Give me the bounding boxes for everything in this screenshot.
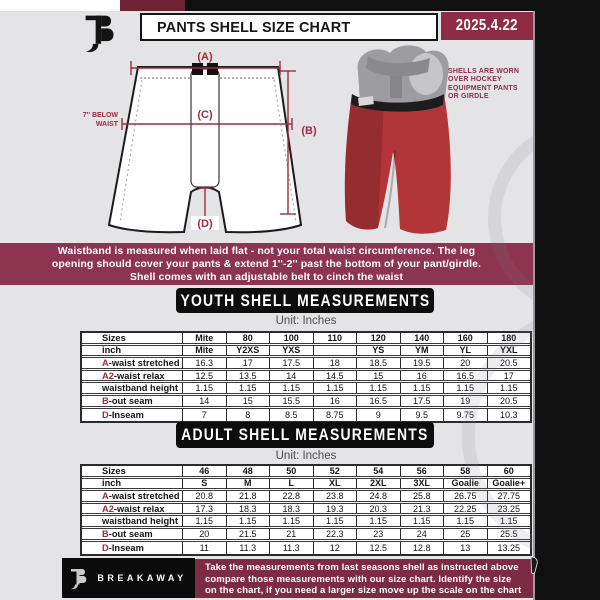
column-header: 80 bbox=[226, 333, 270, 343]
cell-value: 21.8 bbox=[226, 491, 270, 501]
table-row bbox=[82, 491, 530, 504]
row-label-prefix: D bbox=[102, 542, 109, 553]
column-header: 48 bbox=[226, 466, 270, 476]
cell-value: 15 bbox=[226, 396, 270, 406]
cell-value: 19 bbox=[443, 396, 487, 406]
column-header: 60 bbox=[487, 466, 531, 476]
footer-line: compare those measurements with our size chart. Identify the size bbox=[205, 573, 512, 585]
cell-value: 13.5 bbox=[226, 371, 270, 381]
cell-value: 8.75 bbox=[313, 409, 357, 422]
footer-line: Take the measurements from last seasons shell as instructed above bbox=[205, 562, 519, 573]
cell-value: 17 bbox=[487, 371, 531, 381]
cell-value: 20 bbox=[182, 529, 226, 539]
column-header: 110 bbox=[313, 333, 357, 343]
cell-value: 16.5 bbox=[356, 396, 400, 406]
table-row bbox=[82, 516, 530, 529]
cell-value: 24.8 bbox=[356, 491, 400, 501]
row-label: B -out seam bbox=[102, 395, 153, 406]
adult-unit-label: Unit: Inches bbox=[275, 450, 337, 462]
column-header: Mite bbox=[182, 333, 226, 343]
row-label-prefix: B bbox=[102, 395, 109, 406]
cell-value: 20.5 bbox=[487, 396, 531, 406]
cell-value: 11.3 bbox=[269, 542, 313, 555]
cell-value: 17 bbox=[226, 358, 270, 368]
column-header: 120 bbox=[356, 333, 400, 343]
shell-usage-note-line: EQUIPMENT PANTS bbox=[448, 84, 518, 92]
youth-measurements-table bbox=[80, 331, 532, 423]
cell-value: 8 bbox=[226, 409, 270, 422]
breakaway-logo-icon bbox=[82, 12, 122, 57]
cell-value: 20 bbox=[443, 358, 487, 368]
row-label: waistband height bbox=[102, 516, 178, 526]
shell-usage-note-line: OR GIRDLE bbox=[448, 92, 489, 100]
cell-value: 1.15 bbox=[182, 516, 226, 526]
cell-value: 20.5 bbox=[487, 358, 531, 368]
cell-value: 10.3 bbox=[487, 409, 531, 422]
cell-value: 14 bbox=[269, 371, 313, 381]
row-label: A -waist stretched bbox=[102, 358, 180, 368]
cell-value: 17.3 bbox=[182, 504, 226, 514]
date-badge bbox=[441, 12, 533, 40]
table-row bbox=[82, 409, 530, 422]
cell-value: 14.5 bbox=[313, 371, 357, 381]
cell-value: 15 bbox=[356, 371, 400, 381]
footer-line: on the chart, if you need a larger size move up the scale on the chart bbox=[205, 585, 522, 596]
row-label-prefix: B bbox=[102, 528, 109, 539]
cell-value: 14 bbox=[182, 396, 226, 406]
waist-note-line2: WAIST bbox=[95, 121, 118, 128]
column-header: 100 bbox=[269, 333, 313, 343]
cell-value: Goalie+ bbox=[487, 479, 531, 489]
row-label-prefix: A bbox=[102, 358, 109, 368]
page-title: PANTS SHELL SIZE CHART bbox=[157, 18, 351, 36]
cell-value: Y2XS bbox=[226, 346, 270, 356]
shell-product-photo bbox=[338, 42, 463, 243]
cell-value: 22.3 bbox=[313, 529, 357, 539]
row-label: B -out seam bbox=[102, 528, 153, 539]
cell-value: 1.15 bbox=[487, 383, 531, 393]
cell-value: YXL bbox=[487, 346, 531, 356]
cell-value: 9.5 bbox=[400, 409, 444, 422]
cell-value: 20.8 bbox=[182, 491, 226, 501]
cell-value: 2XL bbox=[356, 479, 400, 489]
cell-value: 1.15 bbox=[443, 383, 487, 393]
table-row bbox=[82, 346, 530, 359]
table-row bbox=[82, 358, 530, 371]
cell-value: Mite bbox=[182, 346, 226, 356]
cell-value: M bbox=[226, 479, 270, 489]
table-row bbox=[82, 529, 530, 542]
cell-value: 1.15 bbox=[269, 383, 313, 393]
cell-value: 18.5 bbox=[356, 358, 400, 368]
row-label: A2 -waist relax bbox=[102, 370, 165, 381]
cell-value: 1.15 bbox=[443, 516, 487, 526]
cell-value: XL bbox=[313, 479, 357, 489]
column-header: 54 bbox=[356, 466, 400, 476]
cell-value: 1.15 bbox=[313, 383, 357, 393]
callout-line: Waistband is measured when laid flat - not your total waist circumference. The leg bbox=[57, 244, 476, 257]
table-row bbox=[82, 383, 530, 396]
cell-value: Goalie bbox=[443, 479, 487, 489]
cursor-pin-icon bbox=[528, 556, 540, 579]
top-strip-maroon bbox=[120, 0, 185, 11]
cell-value: 1.15 bbox=[356, 383, 400, 393]
belt-buckle-icon bbox=[192, 63, 203, 75]
cell-value: 3XL bbox=[400, 479, 444, 489]
cell-value: 9 bbox=[356, 409, 400, 422]
cell-value: 8.5 bbox=[269, 409, 313, 422]
column-header: 160 bbox=[443, 333, 487, 343]
cell-value: 1.15 bbox=[226, 383, 270, 393]
column-header: 50 bbox=[269, 466, 313, 476]
cell-value: 1.15 bbox=[487, 516, 531, 526]
cell-value: 11.3 bbox=[226, 542, 270, 555]
cell-value: 23.25 bbox=[487, 504, 531, 514]
row-label: inch bbox=[102, 345, 122, 356]
measuring-instructions-band bbox=[0, 243, 533, 285]
dim-c-label: (C) bbox=[197, 109, 213, 121]
row-label: waistband height bbox=[102, 383, 178, 393]
youth-banner-text: YOUTH SHELL MEASUREMENTS bbox=[180, 290, 430, 310]
top-strip-black bbox=[185, 0, 600, 11]
cell-value: 21 bbox=[269, 529, 313, 539]
callout-line: opening should cover your pants & extend 1''-2'' past the bottom of your pant/girdle. bbox=[51, 257, 482, 270]
table-row bbox=[82, 396, 530, 409]
cell-value: 25 bbox=[443, 529, 487, 539]
cell-value: 26.75 bbox=[443, 491, 487, 501]
cell-value: 18.3 bbox=[226, 504, 270, 514]
callout-line: Shell comes with an adjustable belt to cinch the waist bbox=[129, 270, 404, 283]
top-strip-white bbox=[0, 0, 120, 11]
row-label-prefix: A2 bbox=[102, 370, 114, 381]
column-header: 180 bbox=[487, 333, 531, 343]
cell-value: 16 bbox=[313, 396, 357, 406]
cell-value: 1.15 bbox=[400, 383, 444, 393]
shell-usage-note-line: SHELLS ARE WORN bbox=[448, 68, 520, 75]
cell-value: 20.3 bbox=[356, 504, 400, 514]
column-header: 58 bbox=[443, 466, 487, 476]
table-row bbox=[82, 371, 530, 384]
cell-value: 23.8 bbox=[313, 491, 357, 501]
cell-value: 16 bbox=[400, 371, 444, 381]
cell-value: 12.8 bbox=[400, 542, 444, 555]
column-header: 140 bbox=[400, 333, 444, 343]
shell-usage-note-line: OVER HOCKEY bbox=[448, 76, 502, 84]
date-text: 2025.4.22 bbox=[455, 17, 519, 34]
row-label: D -Inseam bbox=[102, 409, 144, 420]
row-label-prefix: D bbox=[102, 409, 109, 420]
cell-value: YXS bbox=[269, 346, 313, 356]
right-black-band bbox=[533, 0, 600, 600]
cell-value: 22.25 bbox=[443, 504, 487, 514]
shell-measurement-diagram bbox=[58, 44, 343, 247]
cell-value: 25.8 bbox=[400, 491, 444, 501]
cell-value: 13 bbox=[443, 542, 487, 555]
cell-value: 21.3 bbox=[400, 504, 444, 514]
table-row bbox=[82, 542, 530, 555]
cell-value bbox=[313, 346, 357, 356]
adult-measurements-table bbox=[80, 464, 532, 556]
column-header: 46 bbox=[182, 466, 226, 476]
column-header: 52 bbox=[313, 466, 357, 476]
row-label: A -waist stretched bbox=[102, 491, 180, 501]
table-row bbox=[82, 504, 530, 517]
cell-value: 7 bbox=[182, 409, 226, 422]
cell-value: 27.75 bbox=[487, 491, 531, 501]
cell-value: 12 bbox=[313, 542, 357, 555]
page-title-box bbox=[140, 13, 438, 41]
cell-value: YS bbox=[356, 346, 400, 356]
cell-value: 17.5 bbox=[269, 358, 313, 368]
breakaway-logo-icon bbox=[70, 565, 90, 591]
cell-value: 1.15 bbox=[269, 516, 313, 526]
cell-value: 16.3 bbox=[182, 358, 226, 368]
dim-d-label: (D) bbox=[197, 218, 213, 230]
cell-value: 1.15 bbox=[182, 383, 226, 393]
dim-a-label: (A) bbox=[197, 51, 213, 63]
footer-instructions bbox=[195, 559, 533, 598]
footer-brand-name: BREAKAWAY bbox=[97, 573, 187, 583]
waist-note-line1: 7'' BELOW bbox=[82, 112, 118, 119]
shell-usage-note bbox=[448, 68, 520, 101]
cell-value: S bbox=[182, 479, 226, 489]
cell-value: 12.5 bbox=[182, 371, 226, 381]
cell-value: 17.5 bbox=[400, 396, 444, 406]
cell-value: 24 bbox=[400, 529, 444, 539]
column-header-sizes: Sizes bbox=[102, 333, 126, 343]
youth-section-banner bbox=[176, 288, 434, 313]
row-label-prefix: A2 bbox=[102, 503, 114, 514]
cell-value: 22.8 bbox=[269, 491, 313, 501]
cell-value: 11 bbox=[182, 542, 226, 555]
cell-value: YL bbox=[443, 346, 487, 356]
row-label: D -Inseam bbox=[102, 542, 144, 553]
cell-value: 19.3 bbox=[313, 504, 357, 514]
cell-value: 12.5 bbox=[356, 542, 400, 555]
row-label-prefix: A bbox=[102, 491, 109, 501]
cell-value: 18 bbox=[313, 358, 357, 368]
table-header-row bbox=[82, 333, 530, 346]
cell-value: YM bbox=[400, 346, 444, 356]
row-label: inch bbox=[102, 478, 122, 489]
cell-value: 1.15 bbox=[400, 516, 444, 526]
row-label: A2 -waist relax bbox=[102, 503, 165, 514]
cell-value: 13.25 bbox=[487, 542, 531, 555]
column-header-sizes: Sizes bbox=[102, 466, 126, 476]
cell-value: 19.5 bbox=[400, 358, 444, 368]
footer-brand-block bbox=[62, 558, 195, 598]
cell-value: 1.15 bbox=[356, 516, 400, 526]
dim-b-label: (B) bbox=[301, 125, 317, 137]
cell-value: 15.5 bbox=[269, 396, 313, 406]
cell-value: 9.75 bbox=[443, 409, 487, 422]
cell-value: 18.3 bbox=[269, 504, 313, 514]
table-header-row bbox=[82, 466, 530, 479]
cell-value: 23 bbox=[356, 529, 400, 539]
adult-banner-text: ADULT SHELL MEASUREMENTS bbox=[181, 425, 429, 444]
table-row bbox=[82, 479, 530, 492]
cell-value: 16.5 bbox=[443, 371, 487, 381]
cell-value: 1.15 bbox=[313, 516, 357, 526]
cell-value: 25.5 bbox=[487, 529, 531, 539]
cell-value: 21.5 bbox=[226, 529, 270, 539]
column-header: 56 bbox=[400, 466, 444, 476]
cell-value: L bbox=[269, 479, 313, 489]
adult-section-banner bbox=[176, 422, 434, 448]
youth-unit-label: Unit: Inches bbox=[275, 315, 337, 327]
cell-value: 1.15 bbox=[226, 516, 270, 526]
